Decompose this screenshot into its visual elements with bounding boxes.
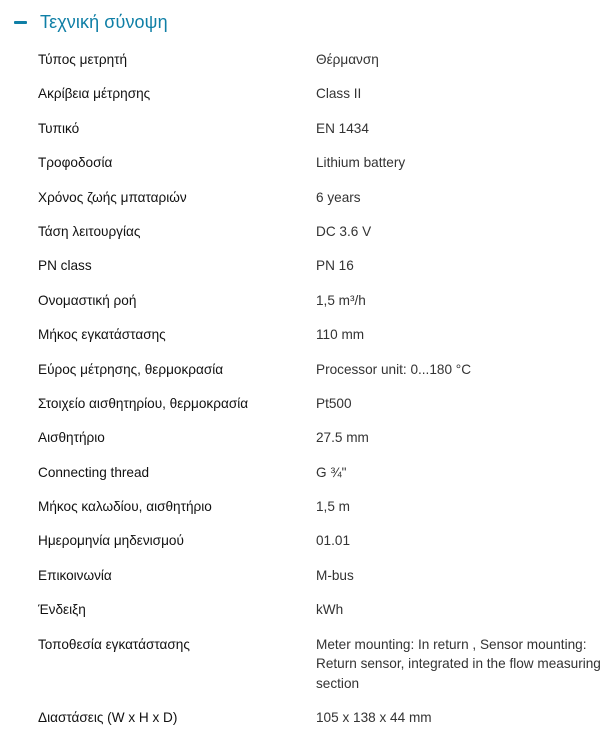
spec-label: PN class: [38, 258, 92, 274]
spec-label: Τύπος μετρητή: [38, 52, 128, 67]
spec-value: 1,5 m: [316, 499, 350, 515]
spec-row: [38, 183, 608, 217]
spec-row: [38, 595, 608, 629]
spec-row: [38, 492, 608, 526]
spec-value: M-bus: [316, 567, 354, 583]
spec-table: [38, 45, 608, 737]
spec-label: Τροφοδοσία: [38, 155, 113, 171]
spec-value: Meter mounting: In return , Sensor mounting: Return sensor, integrated in the flow measuring section: [316, 636, 601, 691]
spec-row: [38, 79, 608, 113]
spec-row: [38, 526, 608, 560]
spec-value: 6 years: [316, 189, 361, 205]
spec-row: [38, 148, 608, 182]
spec-label: Τυπικό: [38, 120, 80, 136]
spec-row: [38, 217, 608, 251]
spec-row: [38, 561, 608, 595]
spec-label: Επικοινωνία: [38, 567, 112, 583]
spec-value: G ¾": [316, 464, 347, 480]
spec-label: Χρόνος ζωής μπαταριών: [38, 189, 187, 205]
section-header-toggle[interactable]: [14, 8, 168, 36]
spec-row: [38, 45, 608, 79]
spec-value: kWh: [316, 602, 344, 618]
spec-label: Μήκος καλωδίου, αισθητήριο: [38, 499, 212, 515]
spec-value: 01.01: [316, 533, 351, 549]
spec-row: [38, 458, 608, 492]
spec-value: EN 1434: [316, 120, 369, 136]
spec-label: Αισθητήριο: [38, 430, 105, 446]
spec-value: 105 x 138 x 44 mm: [316, 709, 432, 725]
spec-label: Ένδειξη: [38, 602, 86, 618]
spec-value: Lithium battery: [316, 155, 406, 171]
spec-value: Class II: [316, 86, 362, 102]
spec-label: Ονομαστική ροή: [38, 292, 137, 308]
spec-row: [38, 703, 608, 737]
spec-row: [38, 286, 608, 320]
spec-value: Θέρμανση: [316, 52, 379, 67]
spec-value: Pt500: [316, 395, 352, 411]
spec-value: 110 mm: [316, 327, 365, 343]
spec-label: Στοιχείο αισθητηρίου, θερμοκρασία: [38, 395, 249, 411]
minus-icon[interactable]: [14, 21, 27, 24]
spec-row: [38, 320, 608, 354]
spec-label: Ημερομηνία μηδενισμού: [38, 533, 184, 549]
spec-value: PN 16: [316, 258, 354, 274]
spec-label: Ακρίβεια μέτρησης: [38, 86, 151, 102]
spec-row: [38, 355, 608, 389]
section-title: Τεχνική σύνοψη: [40, 11, 168, 32]
spec-value: Processor unit: 0...180 °C: [316, 361, 472, 377]
spec-row: [38, 114, 608, 148]
spec-label: Εύρος μέτρησης, θερμοκρασία: [38, 361, 224, 377]
spec-value: 1,5 m³/h: [316, 292, 366, 308]
spec-label: Μήκος εγκατάστασης: [38, 327, 166, 343]
spec-value: DC 3.6 V: [316, 223, 372, 239]
spec-label: Τοποθεσία εγκατάστασης: [38, 636, 190, 652]
spec-label: Διαστάσεις (W x H x D): [38, 709, 178, 725]
spec-label: Τάση λειτουργίας: [38, 223, 141, 239]
spec-value: 27.5 mm: [316, 430, 369, 446]
spec-row: [38, 423, 608, 457]
spec-label: Connecting thread: [38, 464, 150, 480]
spec-row: [38, 251, 608, 285]
spec-row: [38, 630, 608, 703]
spec-row: [38, 389, 608, 423]
